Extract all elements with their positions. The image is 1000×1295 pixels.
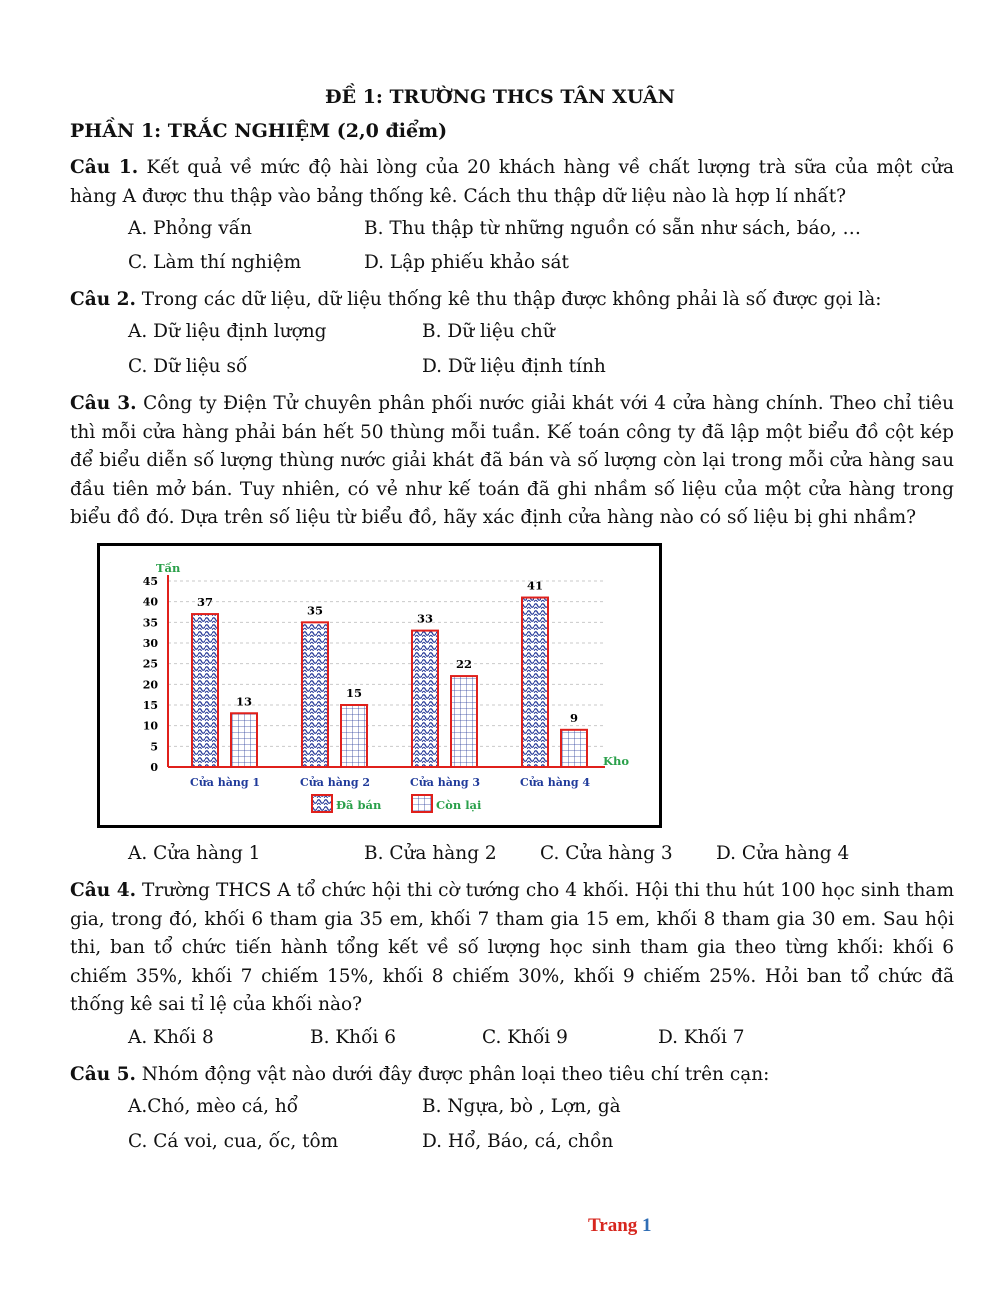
data-label: 15: [345, 686, 363, 700]
data-label: 13: [235, 694, 253, 709]
question-4: [70, 877, 954, 1020]
bar-sold: [192, 614, 218, 767]
y-tick-label: 45: [142, 575, 158, 588]
bar-sold: [522, 598, 548, 767]
x-tick-label: Cửa hàng 2: [299, 776, 371, 789]
section-heading: PHẦN 1: TRẮC NGHIỆM (2,0 điểm): [70, 120, 448, 142]
q3-option-a: A. Cửa hàng 1: [128, 843, 261, 864]
q1-option-a: A. Phỏng vấn: [128, 218, 252, 239]
bar-remaining: [231, 713, 257, 767]
question-text: Công ty Điện Tử chuyên phân phối nước giải khát với 4 cửa hàng chính. Theo chỉ tiêu thì mỗi cửa hàng phải bán hết 50 thùng mỗi tuần. Kế toán công ty đã lập một biểu đồ cột kép để biểu diễn số lượng thùng nước giải khát đã bán và số lượng còn lại trong mỗi cửa hàng sau đầu tiên mở bán. Tuy nhiên, có vẻ như kế toán đã ghi nhầm số liệu của một cửa hàng trong biểu đồ đó. Dựa trên số liệu từ biểu đồ, hãy xác định cửa hàng nào có số liệu bị ghi nhầm?: [70, 393, 954, 528]
bar-chart: [100, 546, 659, 825]
data-label: 41: [526, 578, 544, 593]
q2-option-c: C. Dữ liệu số: [128, 356, 248, 377]
bar-remaining: [341, 705, 367, 767]
question-label: Câu 2.: [70, 289, 136, 310]
x-tick-label: Cửa hàng 3: [409, 776, 481, 789]
question-text: Kết quả về mức độ hài lòng của 20 khách hàng về chất lượng trà sữa của một cửa hàng A được thu thập vào bảng thống kê. Cách thu thập dữ liệu nào là hợp lí nhất?: [70, 157, 954, 207]
question-label: Câu 1.: [70, 157, 139, 178]
page-number: [588, 1215, 652, 1237]
y-tick-label: 35: [142, 616, 158, 630]
legend-swatch: [312, 795, 332, 812]
y-tick-label: 10: [142, 719, 158, 733]
question-1: [70, 154, 954, 211]
y-tick-label: 20: [142, 678, 158, 692]
q4-option-d: D. Khối 7: [658, 1027, 745, 1048]
x-tick-label: Cửa hàng 1: [189, 776, 261, 789]
y-tick-label: 40: [142, 595, 158, 609]
question-2: [70, 286, 954, 315]
q3-option-d: D. Cửa hàng 4: [716, 843, 850, 864]
question-text: Nhóm động vật nào dưới đây được phân loại theo tiêu chí trên cạn:: [135, 1064, 770, 1085]
question-3: [70, 390, 954, 533]
data-label: 35: [306, 603, 324, 618]
data-label: 9: [569, 710, 579, 725]
question-label: Câu 4.: [70, 880, 137, 901]
q5-option-b: B. Ngựa, bò , Lợn, gà: [422, 1096, 621, 1117]
q4-option-c: C. Khối 9: [482, 1027, 568, 1048]
y-tick-label: 30: [142, 637, 158, 650]
q5-option-a: A.Chó, mèo cá, hổ: [128, 1096, 299, 1117]
data-label: 33: [416, 611, 434, 626]
question-5: [70, 1061, 954, 1090]
q5-option-c: C. Cá voi, cua, ốc, tôm: [128, 1131, 339, 1152]
q4-option-a: A. Khối 8: [128, 1027, 214, 1048]
page-title: ĐỀ 1: TRƯỜNG THCS TÂN XUÂN: [324, 86, 675, 108]
y-tick-label: 25: [142, 657, 158, 671]
q2-option-d: D. Dữ liệu định tính: [422, 356, 606, 377]
q5-option-d: D. Hổ, Báo, cá, chồn: [422, 1131, 614, 1152]
legend-label: Đã bán: [336, 798, 382, 812]
q1-option-c: C. Làm thí nghiệm: [128, 252, 302, 273]
bar-sold: [302, 622, 328, 767]
question-text: Trường THCS A tổ chức hội thi cờ tướng cho 4 khối. Hội thi thu hút 100 học sinh tham gia, trong đó, khối 6 tham gia 35 em, khối 7 tham gia 15 em, khối 8 tham gia 30 em. Sau hội thi, ban tổ chức tiến hành tổng kết về số lượng học sinh tham gia theo từng khối: khối 6 chiếm 35%, khối 7 chiếm 15%, khối 8 chiếm 30%, khối 9 chiếm 25%. Hỏi ban tổ chức đã thống kê sai tỉ lệ của khối nào?: [70, 880, 955, 1015]
x-tick-label: Cửa hàng 4: [519, 776, 591, 789]
y-tick-label: 15: [142, 699, 158, 712]
y-axis-label: Tấn: [156, 561, 181, 575]
bar-sold: [412, 631, 438, 767]
q2-option-b: B. Dữ liệu chữ: [422, 321, 555, 342]
y-tick-label: 5: [150, 740, 158, 754]
q2-option-a: A. Dữ liệu định lượng: [128, 321, 327, 342]
q3-option-c: C. Cửa hàng 3: [540, 843, 673, 864]
q3-option-b: B. Cửa hàng 2: [364, 843, 497, 864]
y-tick-label: 0: [150, 761, 158, 774]
bar-chart-frame: [97, 543, 662, 828]
x-axis-label: Kho: [603, 754, 630, 768]
data-label: 37: [196, 595, 214, 610]
q1-option-d: D. Lập phiếu khảo sát: [364, 252, 569, 273]
q1-option-b: B. Thu thập từ những nguồn có sẵn như sách, báo, …: [364, 218, 862, 239]
data-label: 22: [455, 657, 473, 672]
bar-remaining: [451, 676, 477, 767]
q4-option-b: B. Khối 6: [310, 1027, 396, 1048]
question-text: Trong các dữ liệu, dữ liệu thống kê thu thập được không phải là số được gọi là:: [135, 289, 882, 310]
legend-label: Còn lại: [436, 798, 482, 812]
question-label: Câu 5.: [70, 1064, 136, 1085]
question-label: Câu 3.: [70, 393, 137, 414]
page-word: Trang: [588, 1215, 638, 1236]
page-number-value: 1: [642, 1215, 652, 1236]
legend-swatch: [412, 795, 432, 812]
bar-remaining: [561, 730, 587, 767]
